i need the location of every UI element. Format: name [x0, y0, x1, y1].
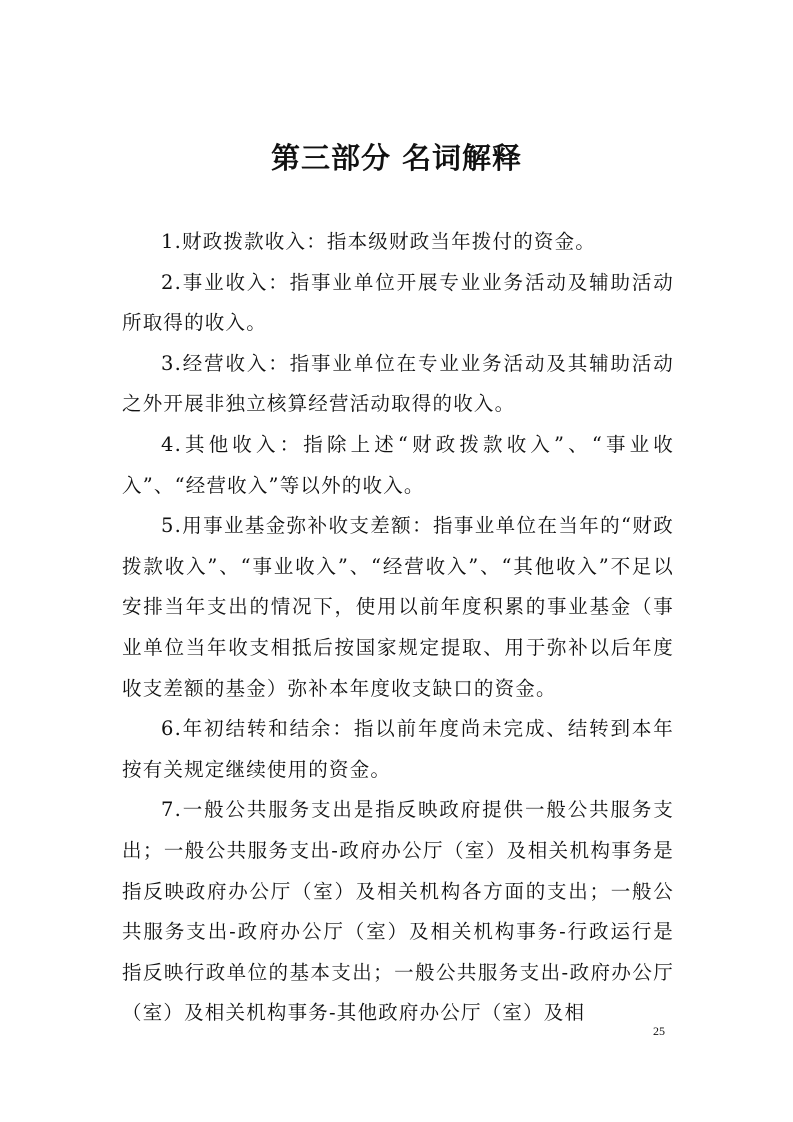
- paragraph-7: 7.一般公共服务支出是指反映政府提供一般公共服务支出；一般公共服务支出-政府办公厅（室）及相关机构事务是指反映政府办公厅（室）及相关机构各方面的支出；一般公共服务支出-政府办公厅（室）及相关机构事务-行政运行是指反映行政单位的基本支出；一般公共服务支出-政府办公厅（室）及相关机构事务-其他政府办公厅（室）及相: [122, 798, 674, 1025]
- paragraph-3: 3.经营收入：指事业单位在专业业务活动及其辅助活动之外开展非独立核算经营活动取得的收入。: [122, 351, 674, 416]
- page-number: 25: [653, 1024, 665, 1038]
- paragraph-1: 1.财政拨款收入：指本级财政当年拨付的资金。: [161, 230, 597, 253]
- paragraph-6: 6.年初结转和结余：指以前年度尚未完成、结转到本年按有关规定继续使用的资金。: [122, 717, 674, 781]
- paragraph-4: 4.其他收入：指除上述“财政拨款收入”、“事业收入”、“经营收入”等以外的收入。: [122, 432, 674, 497]
- document-body: [122, 222, 674, 1034]
- paragraph-5: 5.用事业基金弥补收支差额：指事业单位在当年的“财政拨款收入”、“事业收入”、“经营收入”、“其他收入”不足以安排当年支出的情况下，使用以前年度积累的事业基金（事业单位当年收支相抵后按国家规定提取、用于弥补以后年度收支差额的基金）弥补本年度收支缺口的资金。: [122, 514, 674, 700]
- page-title: 第三部分 名词解释: [270, 141, 523, 175]
- paragraph-2: 2.事业收入：指事业单位开展专业业务活动及辅助活动所取得的收入。: [122, 270, 674, 335]
